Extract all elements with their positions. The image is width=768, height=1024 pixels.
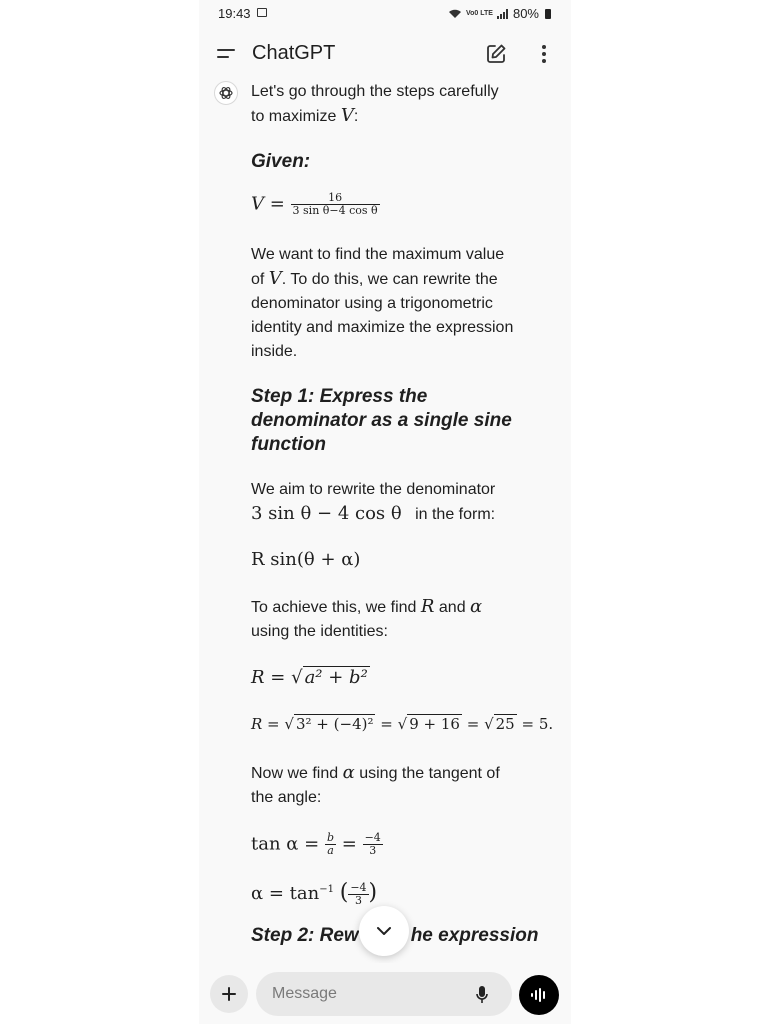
equation-form: R sin(θ + α) <box>251 549 361 570</box>
equation-v: V = $\frac{16}{\text{3 sin θ−4 cos θ}}$ <box>251 191 378 217</box>
given-heading: Given: <box>251 151 311 172</box>
paragraph-find-alpha: Now we find α using the tangent of the angle: <box>251 762 500 806</box>
equation-r-definition: R = √ a² + b² <box>251 667 368 688</box>
message-input[interactable] <box>256 972 512 1016</box>
equation-r-value: R = √ 3² + (−4)² = √ 9 + 16 = √ 25 = 5. <box>251 715 554 733</box>
attach-button[interactable] <box>210 975 248 1013</box>
microphone-icon[interactable] <box>475 985 489 1005</box>
audio-waveform-icon <box>529 987 549 1003</box>
status-time: 19:43 <box>218 6 251 21</box>
wifi-icon <box>448 9 462 19</box>
intro-text: Let's go through the steps carefully to maximize V: <box>251 83 499 126</box>
volte-icon: Vo0 LTE <box>466 10 493 17</box>
step1-heading: Step 1: Express the denominator as a single sine function <box>251 386 512 455</box>
step2-heading: Step 2: Rew he expression <box>251 925 539 946</box>
status-bar <box>199 0 571 28</box>
openai-logo-icon <box>218 85 234 101</box>
more-options-icon[interactable] <box>532 42 556 66</box>
scroll-down-button[interactable] <box>359 906 409 956</box>
status-indicators <box>448 6 551 21</box>
battery-icon <box>545 9 551 19</box>
gallery-notification-icon <box>257 8 267 17</box>
battery-percent: 80% <box>512 6 539 21</box>
plus-icon <box>221 986 237 1002</box>
app-header <box>199 30 571 78</box>
assistant-avatar <box>214 81 238 105</box>
signal-icon <box>497 9 509 19</box>
new-chat-icon[interactable] <box>484 42 508 66</box>
composer-bar <box>199 963 571 1024</box>
phone-screen <box>199 0 571 1024</box>
menu-icon[interactable] <box>215 45 237 63</box>
app-title: ChatGPT <box>252 42 336 64</box>
chevron-down-icon <box>375 925 393 937</box>
paragraph-find-r-alpha: To achieve this, we find R and α using the identities: <box>251 596 483 640</box>
equation-alpha: $\alpha = \tan^{-1}$ ( $\frac{-4}{3}$ ) <box>251 880 378 907</box>
conversation[interactable] <box>199 78 571 963</box>
equation-tan-alpha: tan α = $\frac{b}{a}$ = $\frac{-4}{3}$ <box>251 831 381 857</box>
paragraph-rewrite: We aim to rewrite the denominator 3 sin θ − 4 cos θ in the form: <box>251 481 496 524</box>
paragraph-maximum-value: We want to find the maximum value of V. To do this, we can rewrite the denominator using a trigonometric identity and maximize the expression inside. <box>251 246 514 360</box>
voice-mode-button[interactable] <box>519 975 559 1015</box>
